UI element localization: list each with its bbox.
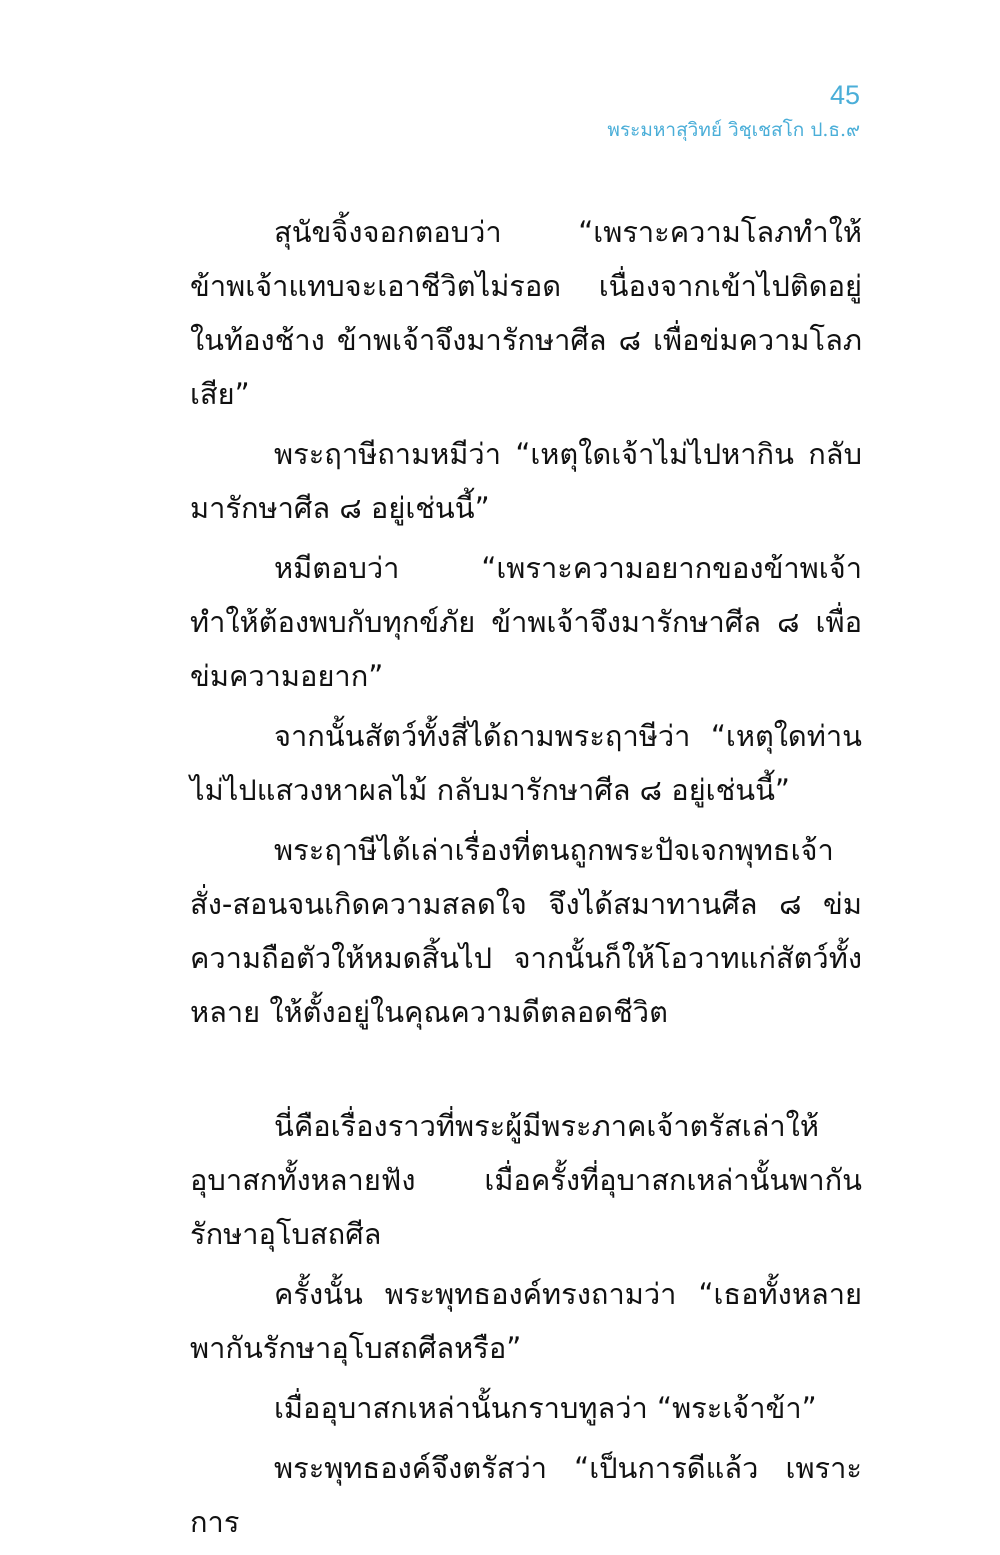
paragraph-story-conclusion: นี่คือเรื่องราวที่พระผู้มีพระภาคเจ้าตรัสเล่าให้อุบาสกทั้งหลายฟัง เมื่อครั้งที่อุบาสกเหล่านั้นพากันรักษาอุโบสถศีล xyxy=(190,1109,862,1251)
page-number: 45 xyxy=(829,80,860,110)
running-title: พระมหาสุวิทย์ วิชฺเชสโก ป.ธ.๙ xyxy=(607,119,860,141)
paragraph-buddha-asks: ครั้งนั้น พระพุทธองค์ทรงถามว่า “เธอทั้งหลาย พากันรักษาอุโบสถศีลหรือ” xyxy=(190,1277,862,1365)
paragraph-bear-answer: หมีตอบว่า “เพราะความอยากของข้าพเจ้า ทำให้ต้องพบกับทุกข์ภัย ข้าพเจ้าจึงมารักษาศีล ๘ เพื่อข่มความอยาก” xyxy=(190,551,862,693)
paragraph-jackal-answer: สุนัขจิ้งจอกตอบว่า “เพราะความโลภทำให้ข้าพเจ้าแทบจะเอาชีวิตไม่รอด เนื่องจากเข้าไปติดอยู่ในท้องช้าง ข้าพเจ้าจึงมารักษาศีล ๘ เพื่อข่มความโลภเสีย” xyxy=(190,215,862,411)
paragraph-hermit-asks-bear: พระฤาษีถามหมีว่า “เหตุใดเจ้าไม่ไปหากิน กลับมารักษาศีล ๘ อยู่เช่นนี้” xyxy=(190,437,862,525)
paragraph-lay-followers-reply: เมื่ออุบาสกเหล่านั้นกราบทูลว่า “พระเจ้าข้า” xyxy=(274,1391,817,1425)
paragraph-buddha-says: พระพุทธองค์จึงตรัสว่า “เป็นการดีแล้ว เพราะการ xyxy=(190,1451,862,1539)
paragraph-hermit-story: พระฤาษีได้เล่าเรื่องที่ตนถูกพระปัจเจกพุทธเจ้าสั่ง-สอนจนเกิดความสลดใจ จึงได้สมาทานศีล ๘ ข่มความถือตัวให้หมดสิ้นไป จากนั้นก็ให้โอวาทแก่สัตว์ทั้งหลาย ให้ตั้งอยู่ในคุณความดีตลอดชีวิต xyxy=(190,833,862,1029)
page-body xyxy=(190,205,862,1555)
page-header xyxy=(607,78,860,144)
paragraph-animals-ask-hermit: จากนั้นสัตว์ทั้งสี่ได้ถามพระฤาษีว่า “เหตุใดท่านไม่ไปแสวงหาผลไม้ กลับมารักษาศีล ๘ อยู่เช่นนี้” xyxy=(190,719,862,807)
